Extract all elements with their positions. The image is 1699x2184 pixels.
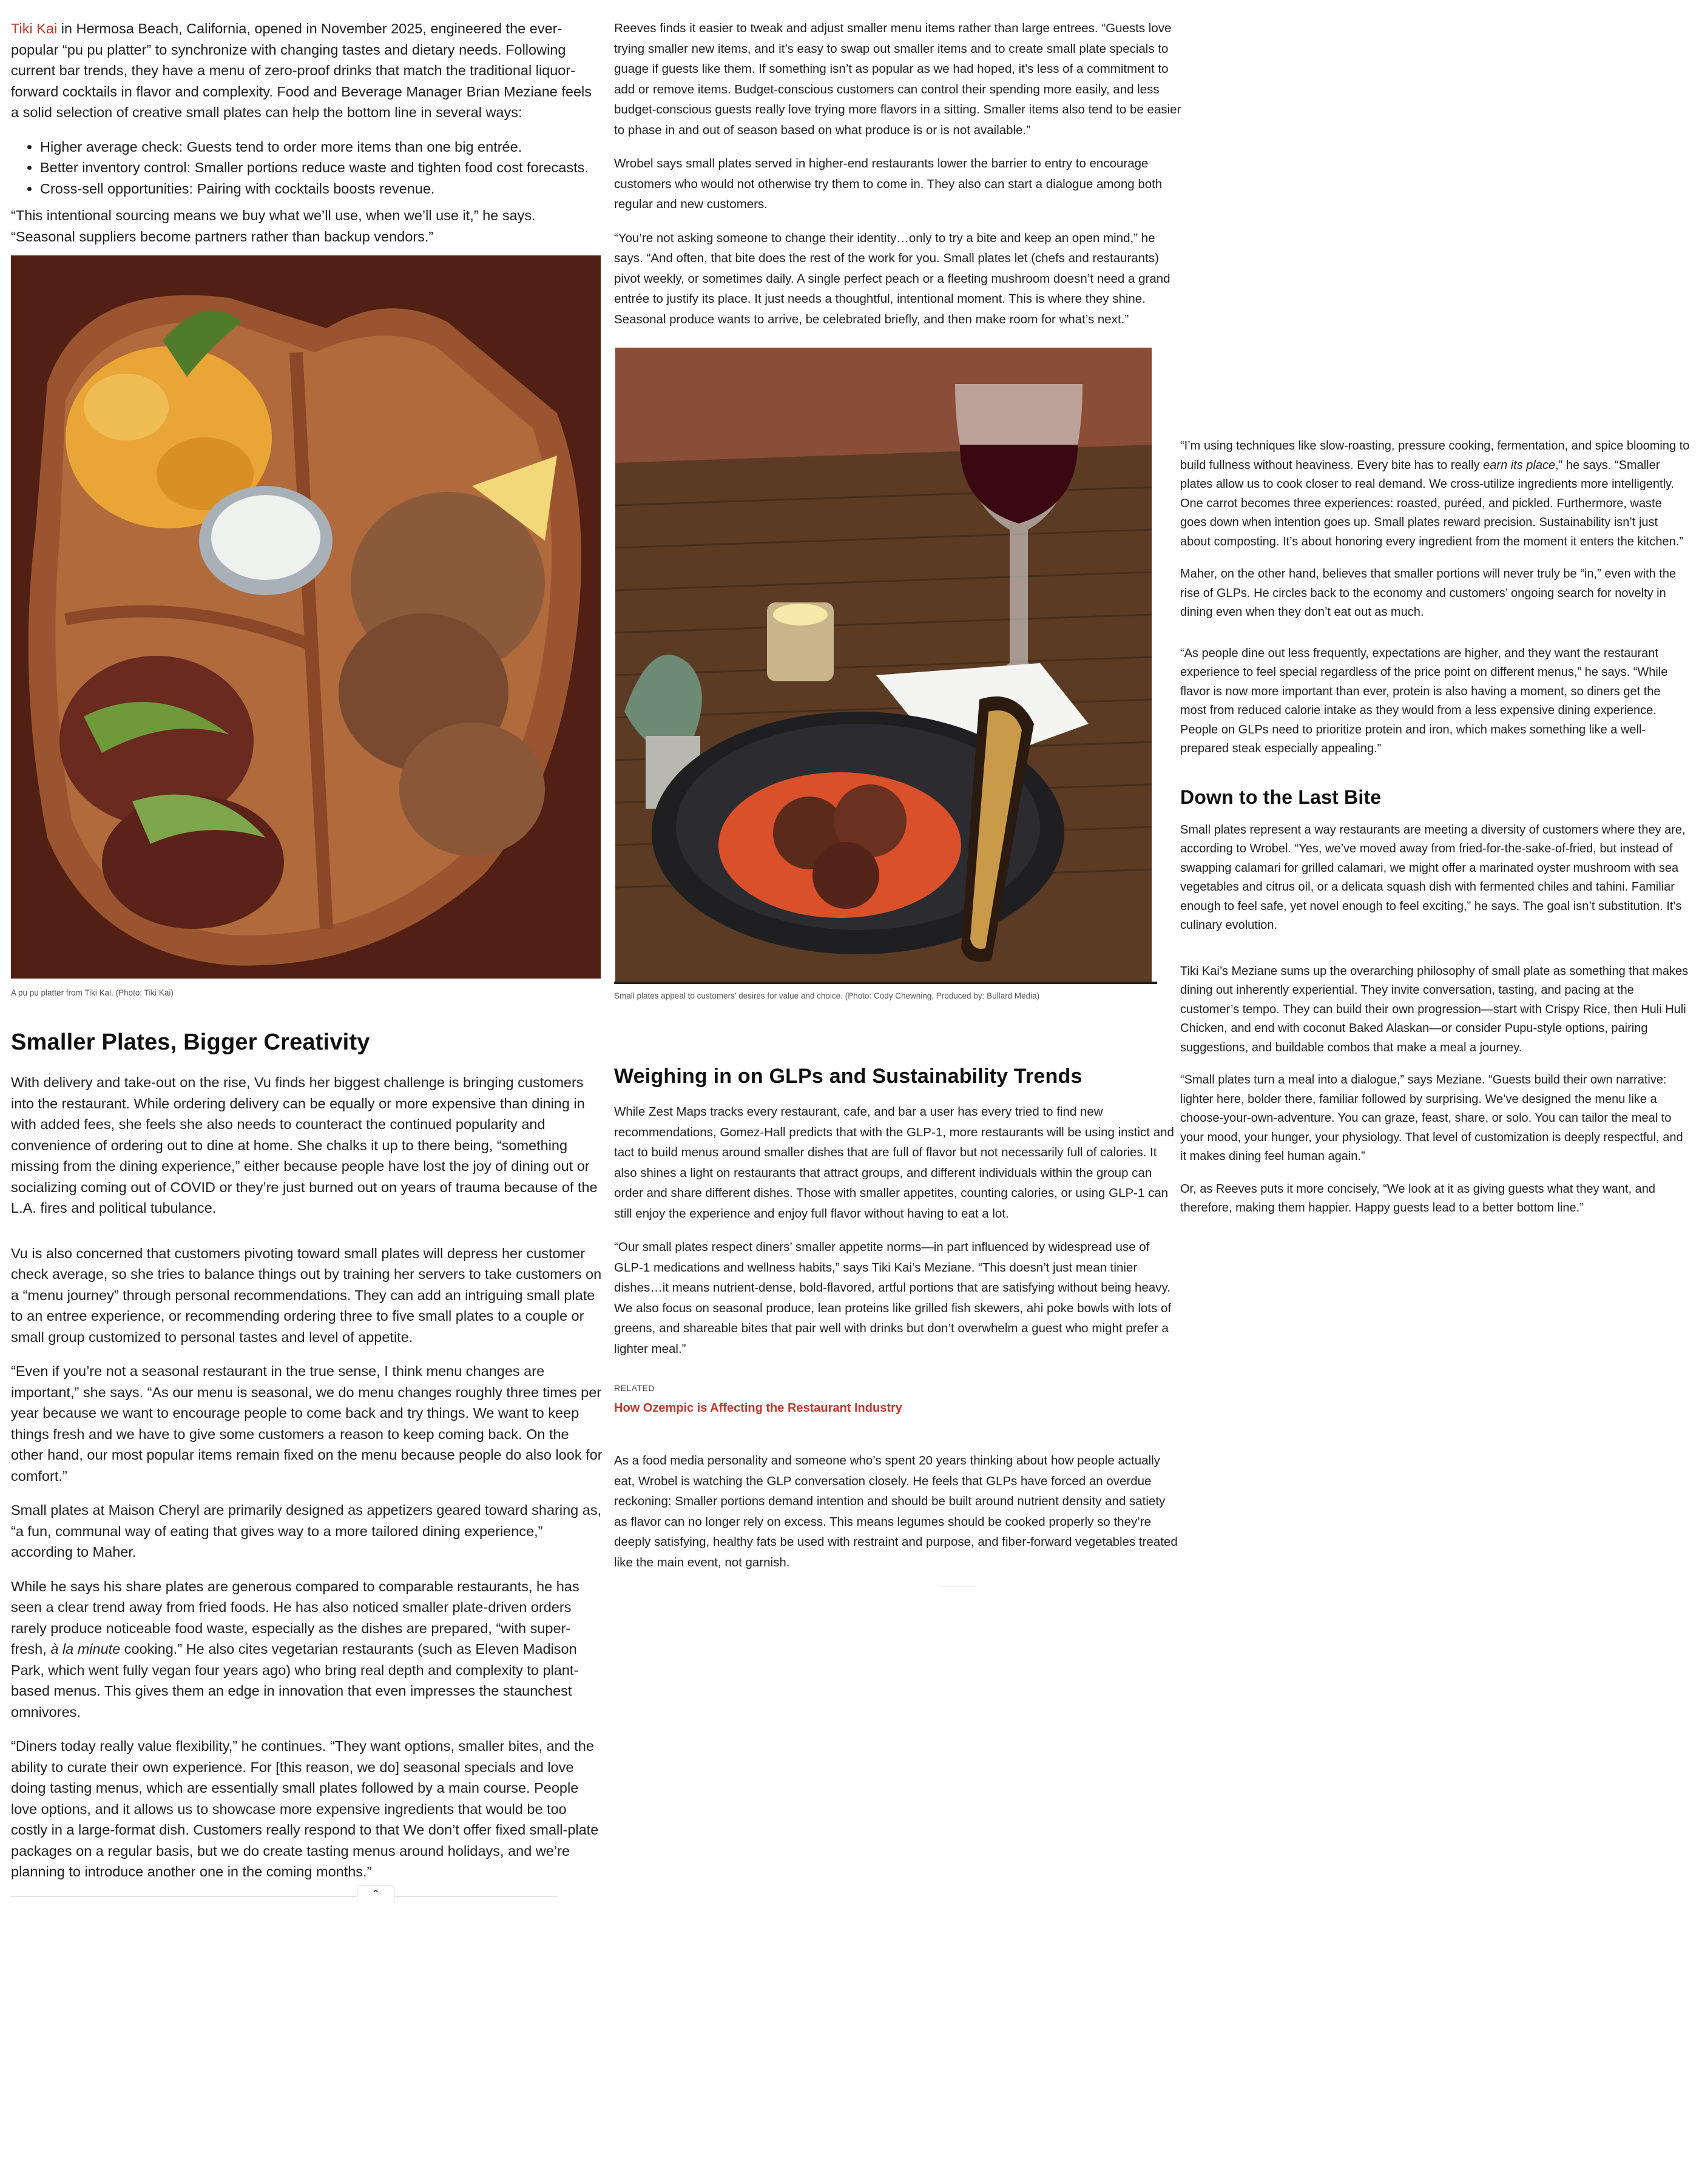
related-label: RELATED — [614, 1383, 655, 1393]
column-left — [11, 18, 603, 1900]
maher-text-b: cooking.” He also cites vegetarian restaurants (such as Eleven Madison Park, which went fully vegan four years ago) who bring real depth and complexity to plant-based menus. This gives them an edge in innovation that even impresses the staunchest omnivores. — [11, 1641, 579, 1720]
meziane-glp-paragraph: “Our small plates respect diners’ smaller appetite norms—in part influenced by widespread use of GLP-1 medications and wellness habits,” says Tiki Kai’s Meziane. “This doesn’t just mean tinier dishes…it means nutrient-dense, bold-flavored, artful portions that are satisfying without being heavy. We also focus on seasonal produce, lean proteins like grilled fish skewers, ahi poke bowls with lots of greens, and shareable bites that pair well with drinks but don’t overwhelm a guest who might prefer a lighter meal.” — [614, 1240, 1172, 1356]
maher-portions-paragraph: Maher, on the other hand, believes that smaller portions will never truly be “in,” even with the rise of GLPs. He circles back to the economy and customers’ ongoing search for novelty in dining even when they don’t eat out as much. — [1180, 567, 1677, 619]
platter-photo-caption: A pu pu platter from Tiki Kai. (Photo: Tiki Kai) — [11, 988, 174, 997]
techniques-text-a: “I’m using techniques like slow-roasting, pressure cooking, fermentation, and spice blooming to build fullness without heaviness. Every bite has to really — [1180, 439, 1690, 472]
wrobel-quote-paragraph: “You’re not asking someone to change their identity…only to try a bite and keep an open mind,” he says. “And often, that bite does the rest of the work for you. Small plates let (chefs and restaurants) pivot weekly, or sometimes daily. A single perfect peach or a fleeting mushroom doesn’t need a grand entrée to justify its place. It just needs a thoughtful, intentional moment. This is where they shine. Seasonal produce wants to arrive, be celebrated briefly, and then make room for what’s next.” — [614, 231, 1170, 326]
wrobel-evolution-paragraph: Small plates represent a way restaurants are meeting a diversity of customers where they are, according to Wrobel. “Yes, we’ve moved away from fried-for-the-sake-of-fried, but instead of swapping calamari for grilled calamari, we might offer a marinated oyster mushroom with sea vegetables and citrus oil, or a delicata squash dish with fermented chiles and tahini. Familiar enough to feel safe, yet novel enough to feel exciting,” he says. The goal isn’t substitution. It’s culinary evolution. — [1180, 823, 1686, 932]
tiki-kai-link[interactable]: Tiki Kai — [11, 21, 58, 36]
benefits-list — [11, 136, 603, 200]
meziane-dialogue-paragraph: “Small plates turn a meal into a dialogue,” says Meziane. “Guests build their own narrative: lighter here, bolder there, familiar followed by surprising. We’ve designed the menu like a choose-your-own-adventure. You can graze, feast, share, or solo. You can tailor the meal to your mood, your hunger, your physiology. That level of customization is deeply respectful, and it makes dining feel human again.” — [1180, 1073, 1683, 1163]
platter-illustration — [11, 255, 601, 979]
vu-paragraph-2: Vu is also concerned that customers pivoting toward small plates will depress her customer check average, so she tries to balance things out by training her servers to take customers on a “menu journey” through personal recommendations. They can add an intriguing small plate to an entree experience, or recommending ordering three to five small plates to a couple or small group customized to personal tastes and level of appetite. — [11, 1245, 602, 1345]
small-plates-photo — [615, 348, 1152, 982]
column-right — [1180, 437, 1690, 1232]
maher-text-em: à la minute — [50, 1641, 121, 1657]
column-middle — [614, 18, 1181, 1586]
list-item: • Cross-sell opportunities: Pairing with cocktails boosts revenue. — [40, 178, 603, 200]
list-item: • Higher average check: Guests tend to order more items than one big entrée. — [40, 136, 603, 158]
scroll-up-button[interactable] — [357, 1885, 394, 1903]
photo-bottom-rule — [614, 982, 1157, 984]
wrobel-glp-paragraph: As a food media personality and someone who’s spent 20 years thinking about how people actually eat, Wrobel is watching the GLP conversation closely. He feels that GLPs have forced an overdue reckoning: Smaller portions demand intention and should be built around nutrient density and satiety as flavor can no longer rely on excess. This means legumes should be cooked properly so they’re deeply satisfying, healthy fats be used with restraint and purpose, and fiber-forward vegetables treated like the main event, not garnish. — [614, 1454, 1178, 1569]
scroll-divider — [11, 1887, 557, 1900]
maher-paragraph — [11, 1576, 603, 1723]
reeves-closing-paragraph: Or, as Reeves puts it more concisely, “We look at it as giving guests what they want, and therefore, making them happier. Happy guests lead to a better bottom line.” — [1180, 1182, 1655, 1215]
maher-protein-paragraph: “As people dine out less frequently, expectations are higher, and they want the restaurant experience to feel special regardless of the price point on different menus,” he says. “While flavor is now more important than ever, protein is also having a moment, so diners get the most from reduced calorie intake as they would from a less expensive dining experience. People on GLPs need to prioritize protein and iron, which makes something like a well-prepared steak especially appealing.” — [1180, 646, 1668, 755]
meziane-philosophy-paragraph: Tiki Kai’s Meziane sums up the overarching philosophy of small plate as something that makes dining out inherently experiential. They invite conversation, tasting, and pacing at the customer’s tempo. They can build their own progression—start with Crispy Rice, then Huli Huli Chicken, and end with coconut Baked Alaskan—or consider Pupu-style options, pairing suggestions, and buildable combos that make a meal a journey. — [1180, 964, 1689, 1054]
maison-cheryl-paragraph: Small plates at Maison Cheryl are primarily designed as appetizers geared toward sharing as, “a fun, communal way of eating that gives way to a more tailored dining experience,” according to Maher. — [11, 1502, 602, 1560]
section-heading-glps: Weighing in on GLPs and Sustainability Trends — [614, 1065, 1083, 1088]
techniques-paragraph — [1180, 437, 1690, 551]
chevron-up-icon: ⌃ — [371, 1887, 380, 1900]
list-item: • Better inventory control: Smaller portions reduce waste and tighten food cost forecasts. — [40, 157, 603, 178]
section-heading-smaller-plates: Smaller Plates, Bigger Creativity — [11, 1030, 370, 1055]
vu-paragraph-1: With delivery and take-out on the rise, Vu finds her biggest challenge is bringing customers into the restaurant. While ordering delivery can be equally or more expensive than dining in with added fees, she feels she also needs to counteract the continued popularity and convenience of ordering out to dine at home. She chalks it up to there being, “something missing from the dining experience,” either because people have lost the joy of dining out or socializing coming out of COVID or they’re just burned out on years of trauma because of the L.A. fires and political tubulance. — [11, 1074, 598, 1216]
intro-text: in Hermosa Beach, California, opened in November 2025, engineered the ever-popular “pu pu platter” to synchronize with changing tastes and dietary needs. Following current bar trends, they have a menu of zero-proof drinks that match the traditional liquor-forward cocktails in flavor and complexity. Food and Beverage Manager Brian Meziane feels a solid selection of creative small plates can help the bottom line in several ways: — [11, 21, 592, 120]
reeves-paragraph: Reeves finds it easier to tweak and adjust smaller menu items rather than large entrees. “Guests love trying smaller new items, and it’s easy to swap out smaller items and to create small plate specials to guage if guests like them. If something isn’t as popular as we had hoped, it’s less of a commitment to add or remove items. Budget-conscious customers can control their spending more easily, and less budget-conscious guests really love trying more flavors in a sitting. Smaller items also tend to be easier to phase in and out of season based on what produce is or is not available.” — [614, 21, 1181, 137]
maher-quote-paragraph: “Diners today really value flexibility,” he continues. “They want options, smaller bites, and the ability to curate their own experience. For [this reason, we do] seasonal specials and love doing tasting menus, which are essentially small plates followed by a main course. People love options, and it allows us to showcase more expensive ingredients that would be too costly in a large-format dish. Customers really respond to that We don’t offer fixed small-plate packages on a regular basis, but we do create tasting menus around holidays, and we’re planning to introduce another one in the coming months.” — [11, 1738, 599, 1879]
meatball-plate-illustration — [615, 348, 1152, 982]
zest-maps-paragraph: While Zest Maps tracks every restaurant, cafe, and bar a user has every tried to find new recommendations, Gomez-Hall predicts that with the GLP-1, more restaurants will be using instict and tact to build menus around smaller dishes that are full of flavor but not necessarily full of calories. It also shines a light on restaurants that attract groups, and different individuals within the group can order and share different dishes. Those with smaller appetites, counting calories, or using GLP-1 can still enjoy the experience and enjoy full flavor without having to eat a lot. — [614, 1105, 1174, 1221]
section-heading-last-bite: Down to the Last Bite — [1180, 786, 1382, 808]
wrobel-paragraph: Wrobel says small plates served in higher-end restaurants lower the barrier to entry to encourage customers who would not otherwise try them to come in. They also can start a dialogue among both regular and new customers. — [614, 157, 1163, 211]
vu-quote-paragraph: “Even if you’re not a seasonal restaurant in the true sense, I think menu changes are important,” she says. “As our menu is seasonal, we do menu changes roughly three times per year because we want to encourage people to come back and try things. We want to keep things fresh and we have to give some customers a reason to keep coming back. On the other hand, our most popular items remain fixed on the menu because people do also look for comfort.” — [11, 1363, 603, 1484]
techniques-text-em: earn its place — [1483, 458, 1556, 472]
small-plates-photo-caption: Small plates appeal to customers’ desires for value and choice. (Photo: Cody Chewning, Produced by: Bullard Media) — [614, 991, 1040, 1000]
techniques-text-b: ,” he says. “Smaller plates allow us to cook closer to real demand. We cross-utilize ingredients more intelligently. One carrot becomes three experiences: roasted, puréed, and pickled. Furthermore, waste goes down when intention goes up. Small plates reward precision. Sustainability isn’t just about composting. It’s about honoring every ingredient from the moment it enters the kitchen.” — [1180, 458, 1683, 548]
intro-paragraph — [11, 18, 603, 123]
related-article-link[interactable]: How Ozempic is Affecting the Restaurant Industry — [614, 1401, 902, 1415]
pu-pu-platter-photo — [11, 255, 601, 979]
sourcing-quote: “This intentional sourcing means we buy what we’ll use, when we’ll use it,” he says. “Seasonal suppliers become partners rather than backup vendors.” — [11, 207, 536, 244]
maher-text-a: While he says his share plates are generous compared to comparable restaurants, he has seen a clear trend away from fried foods. He has also noticed smaller plate-driven orders rarely produce noticeable food waste, especially as the dishes are prepared, “with super-fresh, — [11, 1578, 579, 1657]
